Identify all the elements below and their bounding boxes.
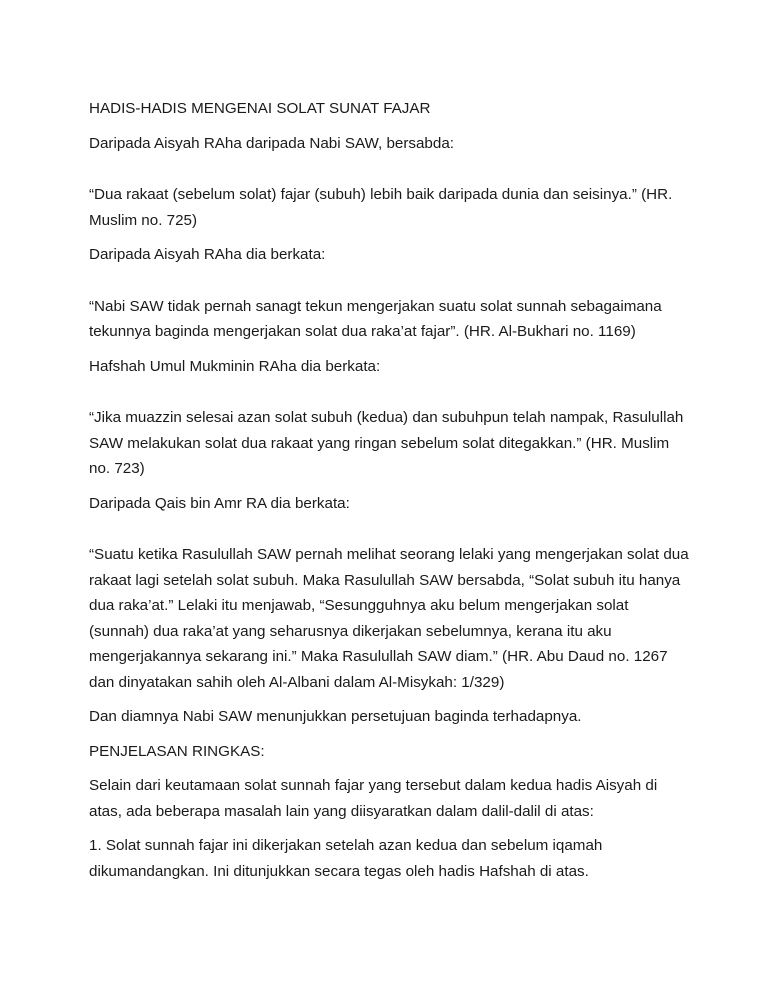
hadith-quote-muslim-723: “Jika muazzin selesai azan solat subuh (kedua) dan subuhpun telah nampak, Rasulullah SAW melakukan solat dua rakaat yang ringan sebelum solat ditegakkan.” (HR. Muslim no. 723) [89, 409, 684, 477]
section-heading-penjelasan: PENJELASAN RINGKAS: [89, 742, 265, 760]
explanation-point-1: 1. Solat sunnah fajar ini dikerjakan setelah azan kedua dan sebelum iqamah dikumandangkan. Ini ditunjukkan secara tegas oleh hadis Hafshah di atas. [89, 837, 603, 880]
hadith-quote-muslim-725: “Dua rakaat (sebelum solat) fajar (subuh) lebih baik daripada dunia dan seisinya.” (HR. Muslim no. 725) [89, 186, 673, 229]
narration-intro-aisyah-2: Daripada Aisyah RAha dia berkata: [89, 246, 326, 263]
narration-intro-hafshah: Hafshah Umul Mukminin RAha dia berkata: [89, 357, 381, 375]
document-title: HADIS-HADIS MENGENAI SOLAT SUNAT FAJAR [89, 100, 431, 117]
explanation-intro: Selain dari keutamaan solat sunnah fajar yang tersebut dalam kedua hadis Aisyah di atas, ada beberapa masalah lain yang diisyaratkan dalam dalil-dalil di atas: [89, 777, 658, 820]
narration-intro-aisyah-1: Daripada Aisyah RAha daripada Nabi SAW, bersabda: [89, 134, 454, 152]
commentary-approval: Dan diamnya Nabi SAW menunjukkan persetujuan baginda terhadapnya. [89, 708, 582, 725]
hadith-quote-abu-daud-1267: “Suatu ketika Rasulullah SAW pernah melihat seorang lelaki yang mengerjakan solat dua rakaat lagi setelah solat subuh. Maka Rasulullah SAW bersabda, “Solat subuh itu hanya dua raka’at.” Lelaki itu menjawab, “Sesungguhnya aku belum mengerjakan solat (sunnah) dua raka’at yang seharusnya dikerjakan sebelumnya, kerana itu aku mengerjakannya sekarang ini.” Maka Rasulullah SAW diam.” (HR. Abu Daud no. 1267 dan dinyatakan sahih oleh Al-Albani dalam Al-Misykah: 1/329) [89, 546, 689, 691]
hadith-quote-bukhari-1169: “Nabi SAW tidak pernah sanagt tekun mengerjakan suatu solat sunnah sebagaimana tekunnya baginda mengerjakan solat dua raka’at fajar”. (HR. Al-Bukhari no. 1169) [89, 297, 662, 340]
document-body [89, 96, 689, 893]
narration-intro-qais: Daripada Qais bin Amr RA dia berkata: [89, 494, 350, 512]
